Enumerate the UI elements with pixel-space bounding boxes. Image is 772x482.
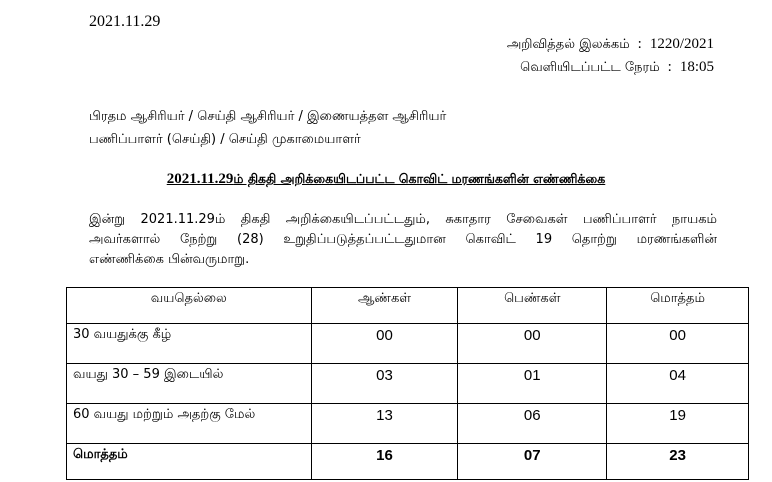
age-group-cell: 30 வயதுக்கு கீழ் bbox=[67, 324, 312, 364]
document-date: 2021.11.29 bbox=[89, 13, 161, 30]
heading-date: 2021.11.29 bbox=[166, 171, 234, 187]
separator: : bbox=[667, 59, 672, 75]
total-cell: 19 bbox=[607, 404, 749, 444]
paragraph-line: எண்ணிக்கை பின்வருமாறு. bbox=[89, 252, 250, 267]
document-heading bbox=[0, 171, 772, 188]
announcement-number-label: அறிவித்தல் இலக்கம் bbox=[506, 37, 630, 52]
header-total: மொத்தம் bbox=[607, 288, 749, 324]
age-group-cell: 60 வயது மற்றும் அதற்கு மேல் bbox=[67, 404, 312, 444]
release-time-label: வெளியிடப்பட்ட நேரம் bbox=[520, 60, 660, 75]
table-row bbox=[67, 324, 749, 364]
announcement-number-row bbox=[507, 36, 714, 53]
table-total-row bbox=[67, 444, 749, 480]
male-cell: 03 bbox=[311, 364, 458, 404]
paragraph-line: இன்று 2021.11.29ம் திகதி அறிக்கையிடப்பட்டதும், சுகாதார சேவைகள் பணிப்பாளர் நாயகம் bbox=[89, 212, 717, 227]
female-cell: 00 bbox=[458, 324, 607, 364]
total-female-cell: 07 bbox=[458, 444, 607, 480]
header-age-group: வயதெல்லை bbox=[67, 288, 312, 324]
male-cell: 13 bbox=[311, 404, 458, 444]
body-paragraph bbox=[89, 210, 717, 270]
header-male: ஆண்கள் bbox=[311, 288, 458, 324]
total-label-cell: மொத்தம் bbox=[67, 444, 312, 480]
female-cell: 06 bbox=[458, 404, 607, 444]
separator: : bbox=[637, 36, 642, 52]
recipients-line-2: பணிப்பாளர் (செய்தி) / செய்தி முகாமையாளர் bbox=[89, 132, 361, 147]
male-cell: 00 bbox=[311, 324, 458, 364]
total-cell: 00 bbox=[607, 324, 749, 364]
table-row bbox=[67, 404, 749, 444]
table-row bbox=[67, 364, 749, 404]
female-cell: 01 bbox=[458, 364, 607, 404]
age-group-cell: வயது 30 – 59 இடையில் bbox=[67, 364, 312, 404]
release-time-row bbox=[520, 59, 714, 76]
release-time: 18:05 bbox=[679, 59, 714, 75]
recipients-line-1: பிரதம ஆசிரியர் / செய்தி ஆசிரியர் / இணையத்தள ஆசிரியர் bbox=[89, 109, 447, 124]
grand-total-cell: 23 bbox=[607, 444, 749, 480]
heading-text: ம் திகதி அறிக்கையிடப்பட்ட கொவிட் மரணங்களின் எண்ணிக்கை bbox=[233, 171, 606, 186]
header-female: பெண்கள் bbox=[458, 288, 607, 324]
total-cell: 04 bbox=[607, 364, 749, 404]
paragraph-line: அவர்களால் நேற்று (28) உறுதிப்படுத்தப்பட்டதுமான கொவிட் 19 தொற்று மரணங்களின் bbox=[89, 232, 717, 247]
announcement-number: 1220/2021 bbox=[649, 36, 714, 52]
table-header-row bbox=[67, 288, 749, 324]
deaths-table bbox=[66, 287, 749, 480]
total-male-cell: 16 bbox=[311, 444, 458, 480]
